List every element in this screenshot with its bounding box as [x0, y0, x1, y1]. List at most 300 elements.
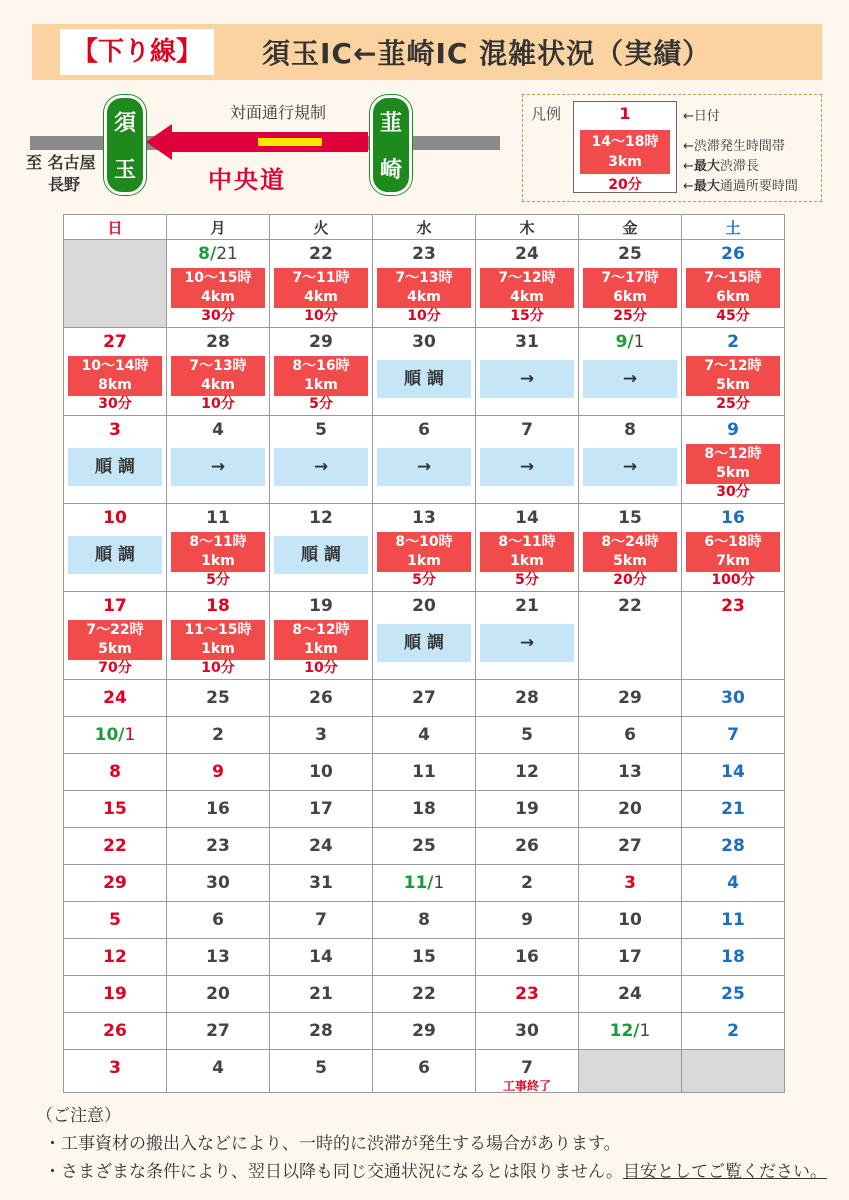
legend-note-time: ←最大通過所要時間	[683, 179, 798, 194]
weekday-header: 土	[682, 215, 785, 240]
legend-time-band: 14～18時	[591, 134, 659, 150]
day-number: 27	[206, 1021, 230, 1041]
calendar-day-cell	[167, 1013, 270, 1050]
calendar-day-cell	[476, 717, 579, 754]
day-number: 8	[624, 420, 636, 440]
same-as-previous-arrow: →	[480, 360, 574, 398]
day-number	[373, 871, 475, 895]
calendar-day-cell	[270, 717, 373, 754]
calendar-day-cell	[270, 939, 373, 976]
page-title: 須玉IC←韮崎IC 混雑状況（実績）	[262, 37, 712, 70]
max-travel-time: 15分	[510, 308, 544, 324]
calendar-day-cell	[167, 902, 270, 939]
ic-sign-char: 須	[113, 111, 136, 136]
day-number: 23	[206, 836, 230, 856]
jam-info-box	[274, 356, 368, 396]
calendar-day-cell	[64, 680, 167, 717]
jam-info-box	[68, 620, 162, 660]
day-number: 16	[206, 799, 230, 819]
day-number: 18	[721, 947, 745, 967]
calendar-week-row	[64, 902, 785, 939]
congestion-calendar	[63, 214, 785, 1093]
ic-sign-char: 崎	[379, 158, 402, 183]
calendar-day-cell	[373, 865, 476, 902]
calendar-day-cell	[373, 592, 476, 680]
day-number: 17	[309, 799, 333, 819]
day-number: 28	[721, 836, 745, 856]
page-header	[32, 24, 822, 80]
month-label: 12/	[609, 1021, 640, 1041]
calendar-day-cell	[167, 416, 270, 504]
weekday-header: 火	[270, 215, 373, 240]
max-travel-time: 10分	[201, 396, 235, 412]
calendar-day-cell	[579, 754, 682, 791]
legend-day: 1	[619, 104, 631, 123]
day-number	[167, 242, 269, 266]
calendar-day-cell	[579, 1013, 682, 1050]
jam-info-line: 7～22時	[86, 622, 144, 638]
notes-line	[36, 1158, 827, 1186]
day-number: 25	[721, 984, 745, 1004]
day-number: 23	[721, 596, 745, 616]
jam-info-box	[686, 356, 780, 396]
calendar-day-cell	[682, 240, 785, 328]
jam-info-line: 5km	[613, 553, 647, 569]
calendar-day-cell	[64, 939, 167, 976]
calendar-week-row	[64, 416, 785, 504]
day-number: 2	[727, 332, 739, 352]
calendar-day-cell	[373, 1050, 476, 1093]
calendar-day-cell	[682, 939, 785, 976]
ic-sign-nirasaki	[370, 95, 412, 195]
day-number: 24	[618, 984, 642, 1004]
calendar-day-cell	[682, 976, 785, 1013]
day-number: 25	[412, 836, 436, 856]
day-number: 5	[109, 910, 121, 930]
jam-info-line: 1km	[407, 553, 441, 569]
day-number: 17	[103, 596, 127, 616]
day-number: 15	[618, 508, 642, 528]
weekday-header: 月	[167, 215, 270, 240]
calendar-day-cell	[167, 328, 270, 416]
day-number: 24	[309, 836, 333, 856]
max-travel-time: 10分	[304, 308, 338, 324]
smooth-status: 順 調	[68, 536, 162, 574]
regulation-section-bar	[258, 138, 322, 146]
max-travel-time: 25分	[716, 396, 750, 412]
jam-info-line: 7～11時	[292, 270, 350, 286]
day-number: 22	[309, 244, 333, 264]
jam-info-line: 4km	[510, 289, 544, 305]
jam-info-box	[274, 620, 368, 660]
legend-note-length: ←最大渋滞長	[683, 159, 759, 174]
jam-info-line: 8～24時	[601, 534, 659, 550]
max-travel-time: 30分	[98, 396, 132, 412]
direction-arrow-head	[146, 124, 172, 160]
calendar-day-cell	[64, 416, 167, 504]
day-number: 19	[103, 984, 127, 1004]
day-number: 8	[418, 910, 430, 930]
max-travel-time: 100分	[711, 572, 755, 588]
legend-label: 凡例	[531, 105, 562, 123]
day-number: 3	[624, 873, 636, 893]
day-value: 21	[216, 244, 238, 264]
calendar-day-cell	[682, 754, 785, 791]
day-number: 20	[618, 799, 642, 819]
calendar-day-cell	[373, 504, 476, 592]
notes-line-underlined: 目安としてご覧ください。	[623, 1162, 828, 1182]
calendar-day-cell	[373, 328, 476, 416]
calendar-day-cell	[579, 416, 682, 504]
day-number	[579, 330, 681, 354]
day-number: 24	[515, 244, 539, 264]
calendar-day-cell	[682, 865, 785, 902]
day-number: 22	[103, 836, 127, 856]
day-number: 25	[206, 688, 230, 708]
calendar-day-cell	[476, 902, 579, 939]
day-number: 28	[309, 1021, 333, 1041]
day-number: 21	[309, 984, 333, 1004]
calendar-day-cell	[167, 240, 270, 328]
day-number: 5	[315, 1058, 327, 1078]
calendar-day-cell	[682, 902, 785, 939]
same-as-previous-arrow: →	[171, 448, 265, 486]
calendar-day-cell	[64, 328, 167, 416]
jam-info-box	[171, 356, 265, 396]
jam-info-box	[480, 268, 574, 308]
calendar-day-cell	[64, 754, 167, 791]
jam-info-box	[171, 268, 265, 308]
jam-info-box	[686, 268, 780, 308]
jam-info-line: 10～15時	[184, 270, 252, 286]
jam-info-line: 5km	[716, 377, 750, 393]
jam-info-line: 10～14時	[81, 358, 149, 374]
day-value: 1	[639, 1021, 651, 1041]
calendar-day-cell	[167, 828, 270, 865]
max-travel-time: 70分	[98, 660, 132, 676]
calendar-day-cell	[270, 504, 373, 592]
calendar-day-cell	[579, 592, 682, 680]
jam-info-box	[377, 532, 471, 572]
jam-info-line: 7km	[716, 553, 750, 569]
smooth-status: 順 調	[274, 536, 368, 574]
calendar-day-cell	[167, 976, 270, 1013]
calendar-day-cell	[167, 939, 270, 976]
weekday-header-row	[64, 215, 785, 240]
jam-info-line: 1km	[304, 641, 338, 657]
legend-note-text: 通過所要時間	[719, 179, 798, 194]
day-number: 30	[515, 1021, 539, 1041]
max-travel-time: 25分	[613, 308, 647, 324]
jam-info-line: 5km	[716, 465, 750, 481]
calendar-week-row	[64, 976, 785, 1013]
day-number: 7	[521, 1058, 533, 1078]
day-number: 29	[618, 688, 642, 708]
day-number: 23	[515, 984, 539, 1004]
jam-info-line: 11～15時	[184, 622, 252, 638]
same-as-previous-arrow: →	[583, 448, 677, 486]
jam-info-line: 1km	[510, 553, 544, 569]
jam-info-line: 7～12時	[704, 358, 762, 374]
calendar-day-cell	[270, 902, 373, 939]
calendar-day-cell	[476, 828, 579, 865]
jam-info-line: 4km	[304, 289, 338, 305]
day-number: 31	[309, 873, 333, 893]
destination-label	[26, 152, 96, 196]
calendar-day-cell	[476, 1013, 579, 1050]
calendar-week-row	[64, 1050, 785, 1093]
day-number: 9	[521, 910, 533, 930]
day-number: 3	[315, 725, 327, 745]
day-number: 20	[412, 596, 436, 616]
day-number: 4	[418, 725, 430, 745]
jam-info-line: 8～12時	[704, 446, 762, 462]
legend-note-band: ←渋滞発生時間帯	[683, 139, 785, 154]
smooth-status: 順 調	[68, 448, 162, 486]
calendar-day-cell	[579, 828, 682, 865]
day-number: 2	[212, 725, 224, 745]
calendar-day-cell	[476, 791, 579, 828]
day-number: 11	[412, 762, 436, 782]
month-label: 10/	[94, 725, 125, 745]
day-number: 15	[412, 947, 436, 967]
calendar-day-cell	[682, 504, 785, 592]
calendar-day-cell	[476, 754, 579, 791]
jam-info-line: 7～17時	[601, 270, 659, 286]
jam-info-box	[171, 532, 265, 572]
calendar-day-cell	[476, 865, 579, 902]
day-number: 28	[515, 688, 539, 708]
day-number: 9	[727, 420, 739, 440]
ic-sign-char: 韮	[379, 111, 402, 136]
jam-info-box	[583, 532, 677, 572]
day-number: 12	[103, 947, 127, 967]
day-number: 21	[515, 596, 539, 616]
calendar-day-cell	[270, 592, 373, 680]
calendar-week-row	[64, 592, 785, 680]
day-number: 27	[618, 836, 642, 856]
calendar-day-cell	[373, 939, 476, 976]
day-number: 31	[515, 332, 539, 352]
calendar-day-cell	[270, 680, 373, 717]
day-number: 13	[618, 762, 642, 782]
day-number: 13	[206, 947, 230, 967]
day-number: 12	[515, 762, 539, 782]
calendar-week-row	[64, 754, 785, 791]
calendar-day-cell	[373, 902, 476, 939]
jam-info-box	[583, 268, 677, 308]
jam-info-line: 1km	[201, 553, 235, 569]
calendar-day-cell	[270, 828, 373, 865]
day-number	[64, 723, 166, 747]
day-number: 27	[103, 332, 127, 352]
calendar-week-row	[64, 240, 785, 328]
calendar-day-cell	[270, 754, 373, 791]
jam-info-line: 7～12時	[498, 270, 556, 286]
jam-info-line: 7～13時	[189, 358, 247, 374]
jam-info-line: 1km	[304, 377, 338, 393]
day-number: 19	[515, 799, 539, 819]
calendar-week-row	[64, 680, 785, 717]
destination-line: 至 名古屋	[26, 153, 96, 172]
ic-sign-char: 玉	[113, 158, 136, 183]
day-number: 7	[315, 910, 327, 930]
legend	[522, 94, 822, 202]
calendar-day-cell	[64, 240, 167, 328]
calendar-day-cell	[270, 1050, 373, 1093]
max-travel-time: 10分	[201, 660, 235, 676]
day-number: 30	[206, 873, 230, 893]
jam-info-box	[171, 620, 265, 660]
day-number: 22	[412, 984, 436, 1004]
calendar-day-cell	[167, 504, 270, 592]
day-value: 1	[433, 873, 445, 893]
weekday-header: 日	[64, 215, 167, 240]
day-number: 11	[206, 508, 230, 528]
day-number: 6	[418, 420, 430, 440]
same-as-previous-arrow: →	[583, 360, 677, 398]
max-travel-time: 30分	[716, 484, 750, 500]
day-number: 19	[309, 596, 333, 616]
jam-info-box	[274, 268, 368, 308]
jam-info-box	[480, 532, 574, 572]
calendar-day-cell	[270, 240, 373, 328]
day-number: 8	[109, 762, 121, 782]
jam-info-line: 7～13時	[395, 270, 453, 286]
jam-info-line: 1km	[201, 641, 235, 657]
calendar-day-cell	[64, 592, 167, 680]
calendar-day-cell	[682, 1050, 785, 1093]
calendar-day-cell	[682, 828, 785, 865]
legend-note-day: ←日付	[683, 109, 720, 124]
calendar-day-cell	[682, 680, 785, 717]
direction-tag: 【下り線】	[60, 29, 214, 75]
day-number: 27	[412, 688, 436, 708]
calendar-day-cell	[64, 1050, 167, 1093]
calendar-day-cell	[476, 939, 579, 976]
day-number: 10	[618, 910, 642, 930]
day-number: 17	[618, 947, 642, 967]
day-number: 14	[721, 762, 745, 782]
jam-info-line: 8～12時	[292, 622, 350, 638]
calendar-day-cell	[64, 717, 167, 754]
month-label: 8/	[198, 244, 217, 264]
max-travel-time: 10分	[407, 308, 441, 324]
max-travel-time: 10分	[304, 660, 338, 676]
calendar-day-cell	[64, 902, 167, 939]
legend-length: 3km	[608, 154, 642, 170]
max-travel-time: 45分	[716, 308, 750, 324]
same-as-previous-arrow: →	[480, 624, 574, 662]
day-number: 26	[103, 1021, 127, 1041]
jam-info-box	[377, 268, 471, 308]
smooth-status: 順 調	[377, 360, 471, 398]
day-number: 26	[721, 244, 745, 264]
calendar-day-cell	[373, 976, 476, 1013]
calendar-day-cell	[167, 717, 270, 754]
day-number: 2	[727, 1021, 739, 1041]
jam-info-line: 4km	[201, 377, 235, 393]
calendar-week-row	[64, 791, 785, 828]
calendar-day-cell	[476, 976, 579, 1013]
month-label: 9/	[615, 332, 634, 352]
day-number: 10	[309, 762, 333, 782]
day-number: 29	[103, 873, 127, 893]
calendar-day-cell	[682, 791, 785, 828]
construction-end-label: 工事終了	[502, 1079, 551, 1093]
calendar-day-cell	[373, 240, 476, 328]
legend-note-bold: 最大	[693, 179, 720, 194]
legend-sample-cell	[573, 101, 677, 193]
smooth-status: 順 調	[377, 624, 471, 662]
calendar-week-row	[64, 504, 785, 592]
calendar-day-cell	[64, 504, 167, 592]
day-number: 2	[521, 873, 533, 893]
calendar-day-cell	[270, 865, 373, 902]
calendar-day-cell	[476, 416, 579, 504]
calendar-day-cell	[579, 976, 682, 1013]
day-value: 1	[633, 332, 645, 352]
month-label: 11/	[403, 873, 434, 893]
calendar-day-cell	[373, 416, 476, 504]
max-travel-time: 5分	[412, 572, 436, 588]
day-number	[579, 1019, 681, 1043]
day-number: 3	[109, 420, 121, 440]
calendar-day-cell	[373, 1013, 476, 1050]
jam-info-line: 6km	[716, 289, 750, 305]
calendar-week-row	[64, 939, 785, 976]
day-number: 11	[721, 910, 745, 930]
day-number: 15	[103, 799, 127, 819]
jam-info-box	[686, 444, 780, 484]
day-number: 6	[418, 1058, 430, 1078]
calendar-day-cell	[476, 240, 579, 328]
calendar-day-cell	[476, 504, 579, 592]
road-name: 中央道	[208, 166, 286, 194]
same-as-previous-arrow: →	[274, 448, 368, 486]
calendar-day-cell	[270, 791, 373, 828]
calendar-day-cell	[64, 865, 167, 902]
weekday-header: 水	[373, 215, 476, 240]
day-number: 28	[206, 332, 230, 352]
jam-info-line: 8～11時	[498, 534, 556, 550]
calendar-day-cell	[167, 791, 270, 828]
calendar-day-cell	[682, 1013, 785, 1050]
same-as-previous-arrow: →	[480, 448, 574, 486]
notes	[36, 1102, 827, 1186]
jam-info-line: 6km	[613, 289, 647, 305]
day-number: 24	[103, 688, 127, 708]
calendar-day-cell	[579, 717, 682, 754]
weekday-header: 金	[579, 215, 682, 240]
day-number: 12	[309, 508, 333, 528]
jam-info-line: 8～16時	[292, 358, 350, 374]
calendar-day-cell	[579, 680, 682, 717]
calendar-day-cell	[579, 1050, 682, 1093]
legend-note-text: 渋滞長	[719, 159, 759, 174]
max-travel-time: 20分	[613, 572, 647, 588]
calendar-day-cell	[270, 976, 373, 1013]
calendar-day-cell	[476, 1050, 579, 1093]
calendar-day-cell	[64, 1013, 167, 1050]
max-travel-time: 5分	[206, 572, 230, 588]
jam-info-line: 8km	[98, 377, 132, 393]
calendar-day-cell	[64, 828, 167, 865]
day-number: 14	[309, 947, 333, 967]
calendar-day-cell	[373, 791, 476, 828]
day-number: 29	[309, 332, 333, 352]
jam-info-line: 4km	[407, 289, 441, 305]
